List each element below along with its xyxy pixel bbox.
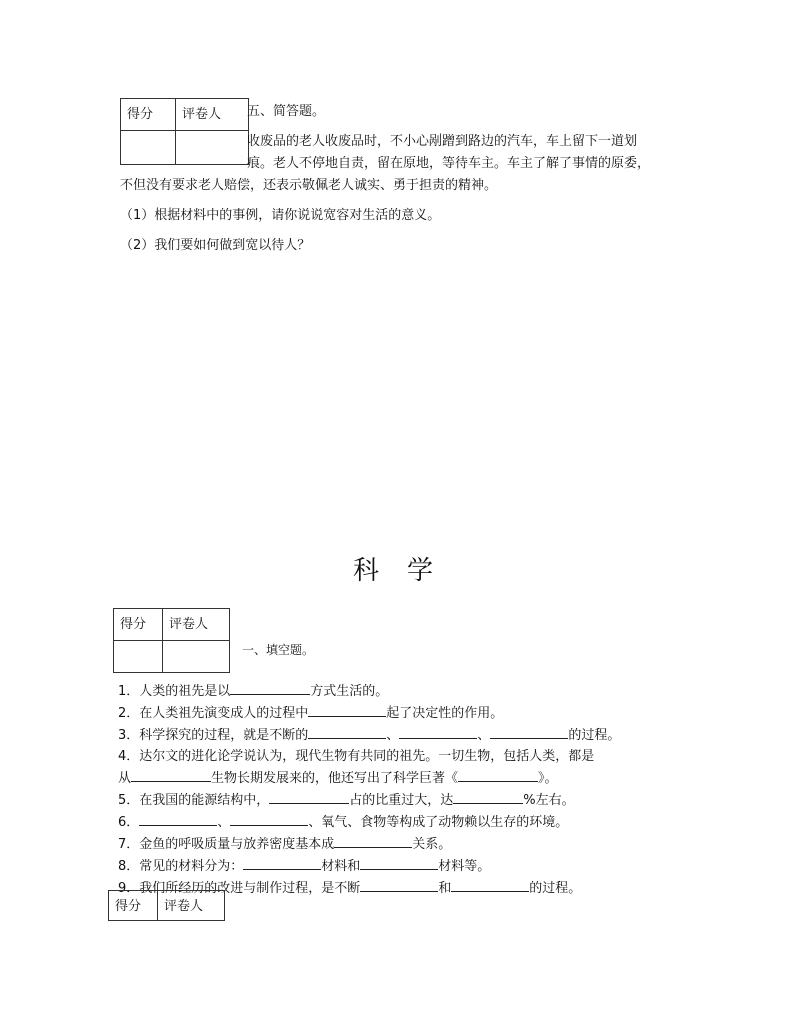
question-item-7: 7．金鱼的呼吸质量与放养密度基本成 关系。 xyxy=(118,833,620,855)
answer-blank[interactable] xyxy=(458,767,538,782)
score-table-science xyxy=(113,608,230,673)
question-item-4: 4．达尔文的进化论学说认为，现代生物有共同的祖先。一切生物，包括人类，都是 xyxy=(118,749,595,764)
answer-blank[interactable] xyxy=(334,833,412,848)
grader-header: 评卷人 xyxy=(158,891,225,921)
answer-blank[interactable] xyxy=(308,724,386,739)
fill-blank-list xyxy=(118,680,620,899)
answer-blank[interactable] xyxy=(131,767,211,782)
grader-header: 评卷人 xyxy=(176,99,249,131)
answer-blank[interactable] xyxy=(490,724,568,739)
question-item-1: 1．人类的祖先是以 方式生活的。 xyxy=(118,680,620,702)
question-item-5: 5．在我国的能源结构中， 占的比重过大，达 %左右。 xyxy=(118,789,620,811)
answer-blank[interactable] xyxy=(269,789,349,804)
question-item-2: 2．在人类祖先演变成人的过程中 起了决定性的作用。 xyxy=(118,702,620,724)
score-header: 得分 xyxy=(109,891,158,921)
answer-blank[interactable] xyxy=(399,724,477,739)
question-item-8: 8．常见的材料分为： 材料和 材料等。 xyxy=(118,855,620,877)
answer-blank[interactable] xyxy=(451,877,529,892)
grader-cell[interactable] xyxy=(163,641,230,673)
score-cell[interactable] xyxy=(114,641,163,673)
score-table-science-2 xyxy=(108,890,225,921)
score-table-politics xyxy=(120,98,249,165)
passage-line-3: 不但没有要求老人赔偿，还表示敬佩老人诚实、勇于担责的精神。 xyxy=(120,178,498,193)
score-header: 得分 xyxy=(114,609,163,641)
grader-header: 评卷人 xyxy=(163,609,230,641)
answer-blank[interactable] xyxy=(360,855,438,870)
score-header: 得分 xyxy=(121,99,176,131)
answer-blank[interactable] xyxy=(139,811,217,826)
question-item-4-cont: 从 生物长期发展来的，他还写出了科学巨著《 》。 xyxy=(118,767,620,789)
passage-line-1: 收废品的老人收废品时，不小心剐蹭到路边的汽车，车上留下一道划 xyxy=(247,134,638,149)
answer-blank[interactable] xyxy=(243,855,321,870)
answer-blank[interactable] xyxy=(230,811,308,826)
score-cell[interactable] xyxy=(121,131,176,165)
section-title-fill-blank: 一、填空题。 xyxy=(242,643,315,657)
answer-blank[interactable] xyxy=(230,680,310,695)
question-1: （1）根据材料中的事例，请你说说宽容对生活的意义。 xyxy=(120,208,441,223)
question-item-6: 6． 、 、氧气、食物等构成了动物赖以生存的环境。 xyxy=(118,811,620,833)
passage-line-2: 痕。老人不停地自责，留在原地，等待车主。车主了解了事情的原委， xyxy=(247,156,651,171)
answer-blank[interactable] xyxy=(360,877,438,892)
answer-blank[interactable] xyxy=(308,702,386,717)
question-item-3: 3．科学探究的过程，就是不断的 、 、 的过程。 xyxy=(118,724,620,746)
question-2: （2）我们要如何做到宽以待人？ xyxy=(120,238,311,253)
grader-cell[interactable] xyxy=(176,131,249,165)
section-title-short-answer: 五、简答题。 xyxy=(247,104,326,119)
page-title-science: 科学 xyxy=(353,556,462,586)
question-item-9: 9．我们所经历的改进与制作过程，是不断 和 的过程。 xyxy=(118,877,620,899)
answer-blank[interactable] xyxy=(453,789,523,804)
